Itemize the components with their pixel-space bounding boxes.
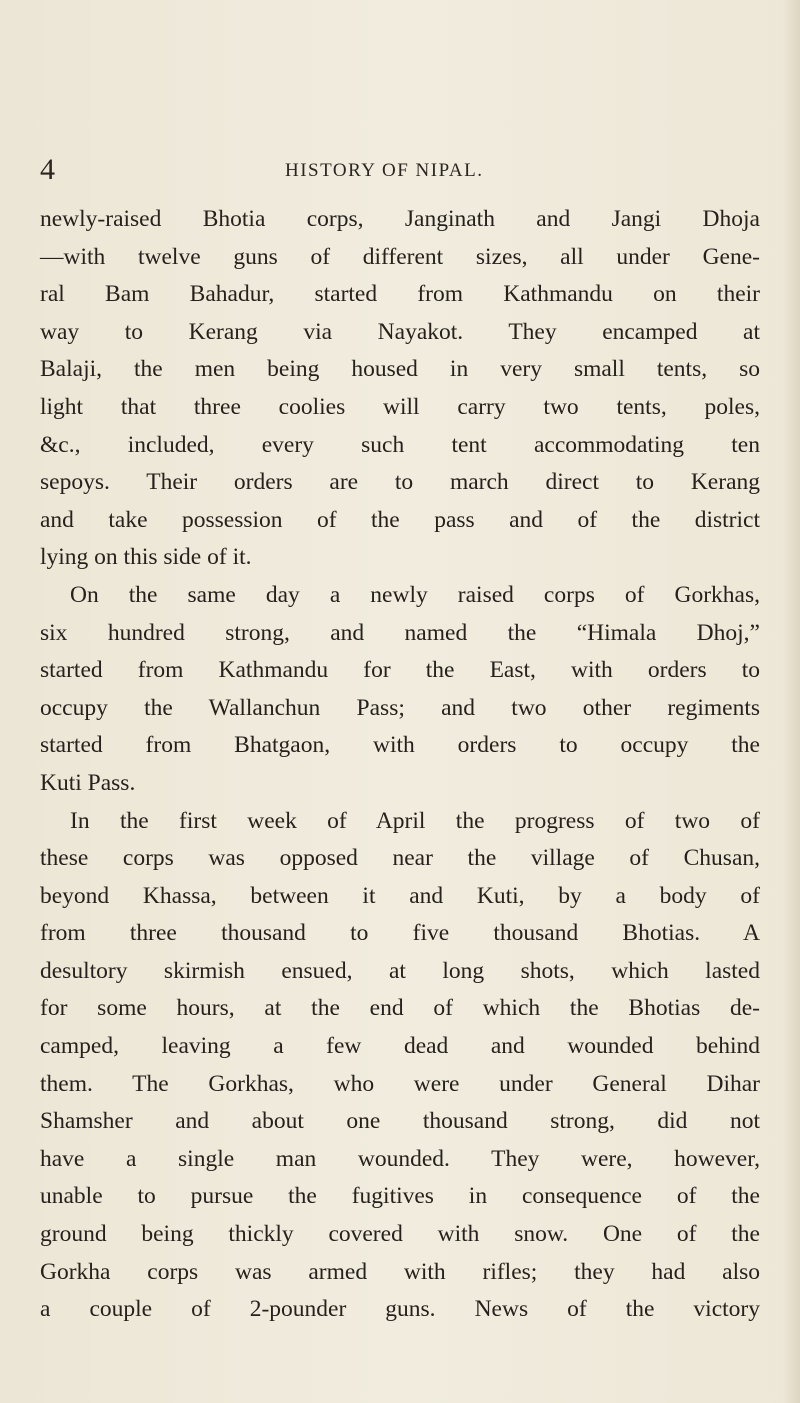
- text-line: &c., included, every such tent accommodating ten: [40, 431, 760, 458]
- text-line: ral Bam Bahadur, started from Kathmandu on their: [40, 281, 760, 308]
- running-title: HISTORY OF NIPAL.: [285, 160, 484, 181]
- text-line: unable to pursue the fugitives in consequence of the: [40, 1183, 760, 1210]
- text-line: Gorkha corps was armed with rifles; they had also: [40, 1258, 760, 1285]
- text-line: —with twelve guns of different sizes, all under Gene-: [40, 243, 760, 270]
- text-line: started from Kathmandu for the East, with orders to: [40, 657, 760, 684]
- text-line: Balaji, the men being housed in very small tents, so: [40, 356, 760, 383]
- text-line: ground being thickly covered with snow. One of the: [40, 1221, 760, 1248]
- body-text: [40, 201, 760, 1329]
- text-line-paragraph-start: On the same day a newly raised corps of Gorkhas,: [70, 581, 760, 608]
- text-line: Shamsher and about one thousand strong, did not: [40, 1108, 760, 1135]
- text-line: a couple of 2-pounder guns. News of the victory: [40, 1296, 760, 1323]
- text-line: desultory skirmish ensued, at long shots, which lasted: [40, 957, 760, 984]
- text-line: sepoys. Their orders are to march direct to Kerang: [40, 469, 760, 496]
- text-line: camped, leaving a few dead and wounded behind: [40, 1033, 760, 1060]
- text-line: beyond Khassa, between it and Kuti, by a body of: [40, 882, 760, 909]
- text-line-paragraph-start: In the first week of April the progress of two of: [70, 807, 760, 834]
- text-line: newly-raised Bhotia corps, Janginath and Jangi Dhoja: [40, 206, 760, 232]
- page-number: 4: [40, 153, 55, 186]
- text-line: and take possession of the pass and of the district: [40, 506, 760, 533]
- text-line: have a single man wounded. They were, however,: [40, 1145, 760, 1172]
- text-line: started from Bhatgaon, with orders to occupy the: [40, 732, 760, 759]
- text-line: these corps was opposed near the village of Chusan,: [40, 845, 760, 872]
- text-line: light that three coolies will carry two tents, poles,: [40, 393, 760, 420]
- text-line: way to Kerang via Nayakot. They encamped at: [40, 318, 760, 345]
- text-line: from three thousand to five thousand Bhotias. A: [40, 920, 760, 947]
- text-line: occupy the Wallanchun Pass; and two other regiments: [40, 694, 760, 721]
- text-line-paragraph-end: Kuti Pass.: [40, 769, 136, 796]
- text-line: them. The Gorkhas, who were under General Dihar: [40, 1070, 760, 1097]
- text-line-paragraph-end: lying on this side of it.: [40, 544, 252, 571]
- text-line: six hundred strong, and named the “Himala Dhoj,”: [40, 619, 760, 646]
- text-line: for some hours, at the end of which the Bhotias de-: [40, 995, 760, 1022]
- running-head: [40, 150, 800, 190]
